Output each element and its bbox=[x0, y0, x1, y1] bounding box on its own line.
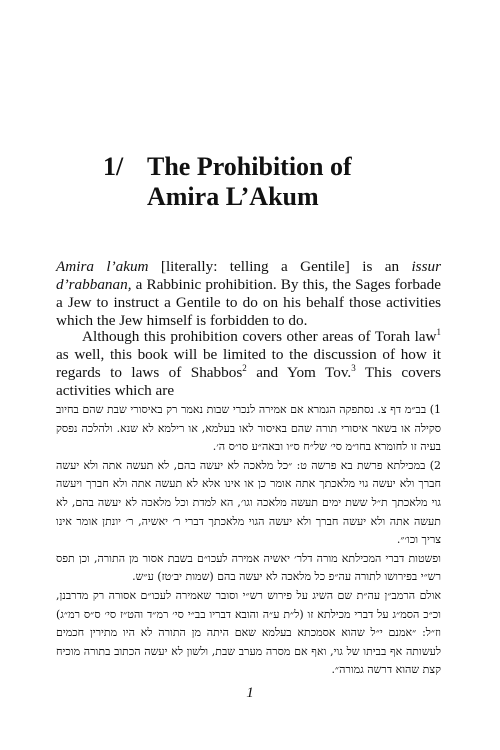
footnotes-section bbox=[56, 401, 441, 680]
chapter-title bbox=[147, 152, 352, 212]
page-number: 1 bbox=[246, 685, 254, 701]
chapter-number: 1/ bbox=[103, 152, 124, 181]
footnote-marker-2[interactable]: 2 bbox=[242, 362, 247, 373]
term-issur-drabbanan: issur d’rabbanan, bbox=[56, 258, 441, 293]
footnote-1: 1) בב״מ דף צ. נסתפקה הגמרא אם אמירה לנכרי שבות נאמר רק באיסורי שבת שהם בחיוב סקילה או בשאר איסורי תורה שהם באיסור לאו בעלמא, או רילמא לא שנא. ולהלכה נפסק בעיה זו לחומרא בחו״מ סי׳ של״ח ס״ו ובאה״ע סו״ס ה׳. bbox=[56, 403, 441, 454]
paragraph2-text2: as well, this book will be limited to the discussion of how it regards to laws of Shabbos bbox=[56, 346, 441, 381]
paragraph1-text2: a Rabbinic prohibition. By this, the Sages forbade a Jew to instruct a Gentile to do on his behalf those activities which the Jew himself is forbidden to do. bbox=[56, 276, 441, 329]
paragraph1-text1: [literally: telling a Gentile] is an bbox=[148, 258, 412, 275]
chapter-title-line2: Amira L’Akum bbox=[147, 182, 319, 211]
paragraph2-text4: This covers activities which are bbox=[56, 364, 441, 399]
paragraph2-text1: Although this prohibition covers other areas of Torah law bbox=[82, 328, 437, 345]
chapter-title-line1: The Prohibition of bbox=[147, 152, 352, 181]
footnote-2-continued-a: ופשטות דברי המכילתא מורה דלר׳ יאשיה אמירה לעכו״ם בשבת אסור מן התורה, וכן תפס רש״י בפירושו לתורה עה״פ כל מלאכה לא יעשה בהם (שמות יב׳טז) ע״ש. bbox=[56, 551, 441, 584]
body-paragraph-2 bbox=[56, 328, 441, 400]
term-amira-lakum: Amira l’akum bbox=[56, 258, 149, 275]
body-paragraph-1 bbox=[56, 258, 441, 330]
footnote-2: 2) במכילתא פרשת בא פרשה ט: ״כל מלאכה לא יעשה בהם, לא תעשה אתה ולא יעשה חברך ולא יעשה גוי מלאכתך אתה אומר כן או אינו אלא לא תעשה אתה ולא חברך ויעשה גוי מלאכתך ת״ל ששת ימים תעשה מלאכה וגו׳, הא למדת וכל מלאכה לא יעשה בהם, לא תעשה אתה ולא יעשה חברך ולא יעשה הגוי מלאכתך דברי ר׳ יאשיה, ר׳ יונתן אומר אינו צריך וכו׳״. bbox=[56, 458, 441, 547]
chapter-header bbox=[103, 152, 352, 212]
footnote-2-continued-b: אולם הרמב״ן עה״ת שם השיג על פירוש רש״י וסובר שאמירה לעכו״ם אסורה רק מדרבנן, וכ״כ הסמ״ג על דברי מכילתא זו (ל״ת ע״ה והובא דבריו בב״י סי׳ רמ״ד והט״ז סי׳ ס״ס רמ״ג) וז״ל: ״אמנם י״ל שהוא אסמכתא בעלמא שאם היתה מן התורה לא היו מתירין חכמים לעשותה אף בביתו של גוי, ואף אם מסרה מערב שבת, ולשון לא יעשה הכתוב בתורה מוכיח קצת שהוא דרשה גמורה״. bbox=[56, 588, 441, 677]
footnote-marker-1[interactable]: 1 bbox=[436, 326, 441, 337]
paragraph2-text3: and Yom Tov. bbox=[246, 364, 352, 381]
footnote-marker-3[interactable]: 3 bbox=[351, 362, 356, 373]
